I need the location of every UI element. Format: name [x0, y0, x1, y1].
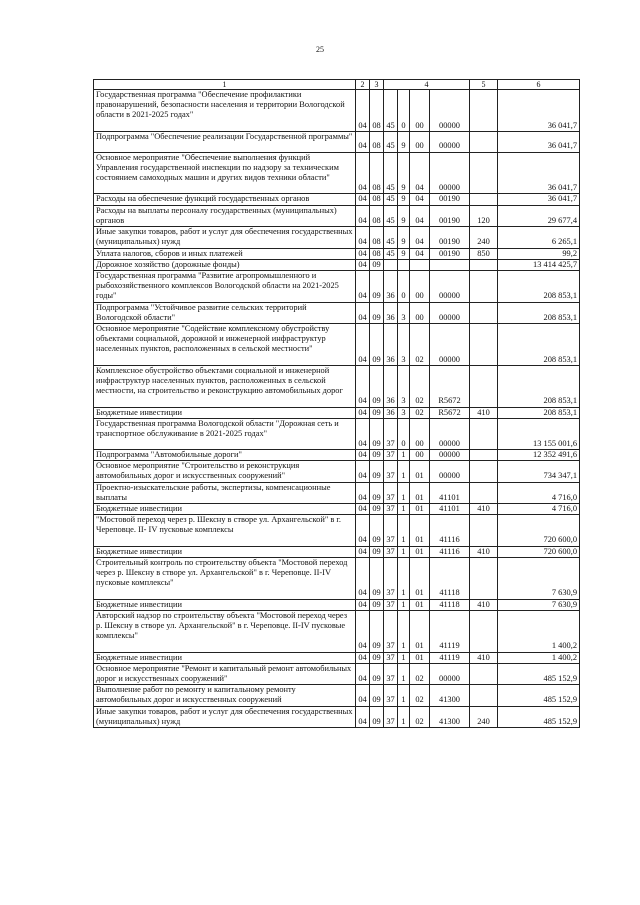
row-name-cell: Подпрограмма "Автомобильные дороги" — [94, 450, 356, 461]
row-value-cell: 04 — [356, 599, 370, 610]
row-value-cell — [470, 418, 498, 449]
row-value-cell: 45 — [384, 131, 398, 152]
row-value-cell: 01 — [410, 461, 430, 482]
row-value-cell: 04 — [356, 546, 370, 557]
row-value-cell: 9 — [398, 227, 410, 248]
row-name-cell: Авторский надзор по строительству объекта "Мостовой переход через р. Шексну в створе ул. Архангельской" в г. Череповце. II-IV пусковые комплексы" — [94, 610, 356, 652]
row-value-cell: 13 155 001,6 — [498, 418, 580, 449]
row-name-cell: Основное мероприятие "Содействие комплексному обустройству объектами социальной, дорожной и инженерной инфраструктур населенных пунктов, расположенных в сельской местности" — [94, 323, 356, 365]
row-value-cell: 09 — [370, 302, 384, 323]
row-value-cell — [470, 259, 498, 270]
row-value-cell: 7 630,9 — [498, 557, 580, 599]
row-name-cell: Основное мероприятие "Ремонт и капитальный ремонт автомобильных дорог и искусственных сооружений" — [94, 663, 356, 684]
row-value-cell: 04 — [356, 365, 370, 407]
row-value-cell: 37 — [384, 652, 398, 663]
row-value-cell: 41101 — [430, 504, 470, 515]
row-value-cell: 01 — [410, 652, 430, 663]
row-value-cell: 00 — [410, 302, 430, 323]
row-value-cell: 08 — [370, 90, 384, 132]
table-row — [94, 205, 580, 226]
row-value-cell: 09 — [370, 270, 384, 302]
row-value-cell: 41119 — [430, 610, 470, 652]
row-value-cell: 09 — [370, 706, 384, 727]
row-value-cell: 120 — [470, 205, 498, 226]
row-value-cell: 1 — [398, 482, 410, 503]
table-row — [94, 407, 580, 418]
row-value-cell: 9 — [398, 152, 410, 194]
row-value-cell: 1 — [398, 610, 410, 652]
row-name-cell: Выполнение работ по ремонту и капитальному ремонту автомобильных дорог и искусственных сооружений — [94, 685, 356, 706]
row-name-cell: Уплата налогов, сборов и иных платежей — [94, 248, 356, 259]
row-value-cell — [470, 663, 498, 684]
row-value-cell — [470, 482, 498, 503]
row-value-cell: 00000 — [430, 461, 470, 482]
row-value-cell: 04 — [410, 152, 430, 194]
row-name-cell: Бюджетные инвестиции — [94, 546, 356, 557]
row-name-cell: Государственная программа "Развитие агропромышленного и рыбохозяйственного комплексов Вологодской области на 2021-2025 годы" — [94, 270, 356, 302]
row-value-cell: R5672 — [430, 407, 470, 418]
table-row — [94, 323, 580, 365]
row-value-cell — [470, 461, 498, 482]
header-cell: 4 — [384, 80, 470, 90]
row-value-cell: 37 — [384, 450, 398, 461]
row-value-cell: 04 — [356, 450, 370, 461]
row-value-cell: 4 716,0 — [498, 482, 580, 503]
row-value-cell — [470, 131, 498, 152]
row-value-cell: 37 — [384, 515, 398, 546]
row-value-cell: 04 — [356, 610, 370, 652]
row-value-cell: 09 — [370, 663, 384, 684]
table-row — [94, 302, 580, 323]
row-value-cell: 240 — [470, 706, 498, 727]
row-value-cell — [398, 259, 410, 270]
row-value-cell: 04 — [356, 418, 370, 449]
row-value-cell — [470, 557, 498, 599]
row-value-cell: 09 — [370, 450, 384, 461]
row-value-cell: 04 — [356, 663, 370, 684]
row-value-cell — [470, 515, 498, 546]
row-value-cell: 04 — [356, 515, 370, 546]
row-value-cell: 00000 — [430, 152, 470, 194]
row-value-cell: 410 — [470, 652, 498, 663]
row-value-cell: 3 — [398, 302, 410, 323]
row-value-cell: 01 — [410, 599, 430, 610]
row-value-cell: 208 853,1 — [498, 407, 580, 418]
table-row — [94, 461, 580, 482]
row-value-cell: 1 — [398, 546, 410, 557]
row-name-cell: Расходы на обеспечение функций государственных органов — [94, 194, 356, 205]
row-value-cell: 09 — [370, 515, 384, 546]
row-value-cell: 04 — [356, 706, 370, 727]
row-name-cell: Проектно-изыскательские работы, экспертизы, компенсационные выплаты — [94, 482, 356, 503]
row-value-cell: 04 — [356, 248, 370, 259]
row-value-cell: 02 — [410, 365, 430, 407]
row-value-cell: 410 — [470, 546, 498, 557]
row-value-cell: 08 — [370, 152, 384, 194]
row-value-cell — [410, 259, 430, 270]
row-value-cell: 00000 — [430, 663, 470, 684]
row-name-cell: Основное мероприятие "Обеспечение выполнения функций Управления государственной инспекции по надзору за техническим состоянием самоходных машин и других видов техники области" — [94, 152, 356, 194]
row-value-cell — [470, 610, 498, 652]
row-value-cell: 37 — [384, 504, 398, 515]
row-value-cell: 08 — [370, 194, 384, 205]
row-value-cell: 41300 — [430, 706, 470, 727]
row-value-cell: 09 — [370, 504, 384, 515]
row-value-cell: 04 — [356, 323, 370, 365]
row-value-cell: 36 041,7 — [498, 194, 580, 205]
row-value-cell: 0 — [398, 418, 410, 449]
row-value-cell: 1 — [398, 706, 410, 727]
row-value-cell: 09 — [370, 599, 384, 610]
row-value-cell: 36 — [384, 302, 398, 323]
row-value-cell: 3 — [398, 407, 410, 418]
row-value-cell: 240 — [470, 227, 498, 248]
row-value-cell: 37 — [384, 418, 398, 449]
header-row — [94, 80, 580, 90]
row-value-cell: 37 — [384, 610, 398, 652]
header-cell: 5 — [470, 80, 498, 90]
row-value-cell — [470, 194, 498, 205]
row-value-cell: 36 041,7 — [498, 131, 580, 152]
row-value-cell — [430, 259, 470, 270]
row-value-cell: 36 — [384, 407, 398, 418]
row-value-cell: 09 — [370, 482, 384, 503]
row-value-cell: 720 600,0 — [498, 546, 580, 557]
row-name-cell: Расходы на выплаты персоналу государственных (муниципальных) органов — [94, 205, 356, 226]
row-value-cell: 208 853,1 — [498, 323, 580, 365]
row-value-cell: 02 — [410, 685, 430, 706]
row-value-cell: 1 — [398, 599, 410, 610]
row-value-cell: 6 265,1 — [498, 227, 580, 248]
row-value-cell: 37 — [384, 706, 398, 727]
row-value-cell: 09 — [370, 365, 384, 407]
row-value-cell: 00 — [410, 131, 430, 152]
row-value-cell: 09 — [370, 418, 384, 449]
table-row — [94, 194, 580, 205]
row-value-cell: 45 — [384, 90, 398, 132]
header-cell: 6 — [498, 80, 580, 90]
row-value-cell: 208 853,1 — [498, 365, 580, 407]
row-value-cell: 36 041,7 — [498, 90, 580, 132]
row-value-cell: 1 — [398, 557, 410, 599]
row-value-cell: 208 853,1 — [498, 302, 580, 323]
row-value-cell: 1 — [398, 515, 410, 546]
row-value-cell: 09 — [370, 610, 384, 652]
row-name-cell: Подпрограмма "Устойчивое развитие сельских территорий Вологодской области" — [94, 302, 356, 323]
row-value-cell: 485 152,9 — [498, 706, 580, 727]
row-value-cell: 04 — [410, 227, 430, 248]
row-value-cell — [470, 450, 498, 461]
row-value-cell: 01 — [410, 504, 430, 515]
row-value-cell: 02 — [410, 323, 430, 365]
row-value-cell: 1 400,2 — [498, 610, 580, 652]
row-value-cell: 04 — [356, 270, 370, 302]
row-value-cell: 3 — [398, 365, 410, 407]
row-value-cell: 12 352 491,6 — [498, 450, 580, 461]
row-value-cell: 99,2 — [498, 248, 580, 259]
row-value-cell: 29 677,4 — [498, 205, 580, 226]
row-value-cell: 720 600,0 — [498, 515, 580, 546]
row-name-cell: Бюджетные инвестиции — [94, 504, 356, 515]
row-value-cell: 00000 — [430, 90, 470, 132]
header-cell: 2 — [356, 80, 370, 90]
row-value-cell: 734 347,1 — [498, 461, 580, 482]
header-cell: 3 — [370, 80, 384, 90]
row-value-cell: 00 — [410, 270, 430, 302]
row-value-cell: 01 — [410, 515, 430, 546]
row-value-cell: 208 853,1 — [498, 270, 580, 302]
row-value-cell: 09 — [370, 407, 384, 418]
row-value-cell: 41116 — [430, 515, 470, 546]
row-value-cell: 04 — [356, 302, 370, 323]
row-value-cell: 09 — [370, 546, 384, 557]
row-value-cell: 09 — [370, 259, 384, 270]
row-value-cell: 850 — [470, 248, 498, 259]
table-row — [94, 504, 580, 515]
row-value-cell: 01 — [410, 482, 430, 503]
row-value-cell: 41101 — [430, 482, 470, 503]
table-row — [94, 599, 580, 610]
row-name-cell: Государственная программа Вологодской области "Дорожная сеть и транспортное обслуживание в 2021-2025 годах" — [94, 418, 356, 449]
table-row — [94, 270, 580, 302]
row-name-cell: Основное мероприятие "Строительство и реконструкция автомобильных дорог и искусственных сооружений" — [94, 461, 356, 482]
row-value-cell: 9 — [398, 194, 410, 205]
row-value-cell: 1 — [398, 504, 410, 515]
row-value-cell: 45 — [384, 227, 398, 248]
row-value-cell: 41300 — [430, 685, 470, 706]
row-value-cell: 00000 — [430, 270, 470, 302]
row-value-cell: 37 — [384, 663, 398, 684]
row-value-cell: 04 — [356, 482, 370, 503]
row-value-cell: 410 — [470, 599, 498, 610]
row-value-cell: 00000 — [430, 450, 470, 461]
row-value-cell: 09 — [370, 652, 384, 663]
row-value-cell: 485 152,9 — [498, 685, 580, 706]
row-value-cell: 37 — [384, 685, 398, 706]
row-value-cell: 02 — [410, 706, 430, 727]
row-name-cell: Государственная программа "Обеспечение профилактики правонарушений, безопасности населения и территории Вологодской области в 2021-2025 годах" — [94, 90, 356, 132]
row-value-cell: 7 630,9 — [498, 599, 580, 610]
row-value-cell: 36 — [384, 270, 398, 302]
row-value-cell — [470, 685, 498, 706]
row-value-cell: 4 716,0 — [498, 504, 580, 515]
row-name-cell: Строительный контроль по строительству объекта "Мостовой переход через р. Шексну в створе ул. Архангельской" в г. Череповце. II-IV пусковые комплексы" — [94, 557, 356, 599]
table-row — [94, 515, 580, 546]
row-value-cell — [470, 302, 498, 323]
table-row — [94, 557, 580, 599]
row-value-cell: 00000 — [430, 323, 470, 365]
row-value-cell — [470, 90, 498, 132]
table-row — [94, 482, 580, 503]
table-row — [94, 248, 580, 259]
row-value-cell: 0 — [398, 270, 410, 302]
row-value-cell — [470, 365, 498, 407]
row-name-cell: Подпрограмма "Обеспечение реализации Государственной программы" — [94, 131, 356, 152]
table-row — [94, 259, 580, 270]
row-value-cell: 41118 — [430, 599, 470, 610]
row-value-cell: 02 — [410, 663, 430, 684]
row-value-cell: 00 — [410, 450, 430, 461]
table-row — [94, 450, 580, 461]
row-value-cell: 08 — [370, 131, 384, 152]
row-name-cell: Бюджетные инвестиции — [94, 652, 356, 663]
row-value-cell: 37 — [384, 546, 398, 557]
table-row — [94, 685, 580, 706]
row-value-cell: 04 — [356, 461, 370, 482]
table-row — [94, 131, 580, 152]
row-value-cell: 04 — [356, 557, 370, 599]
row-value-cell: 485 152,9 — [498, 663, 580, 684]
row-value-cell: 04 — [410, 194, 430, 205]
row-value-cell: 04 — [356, 227, 370, 248]
table-row — [94, 418, 580, 449]
row-value-cell: 00 — [410, 418, 430, 449]
row-value-cell: R5672 — [430, 365, 470, 407]
row-value-cell: 410 — [470, 504, 498, 515]
row-name-cell: Бюджетные инвестиции — [94, 407, 356, 418]
row-value-cell: 09 — [370, 323, 384, 365]
row-value-cell: 01 — [410, 557, 430, 599]
table-row — [94, 365, 580, 407]
row-value-cell: 3 — [398, 323, 410, 365]
page-number: 25 — [316, 45, 324, 54]
table-row — [94, 227, 580, 248]
row-value-cell — [384, 259, 398, 270]
row-value-cell: 45 — [384, 152, 398, 194]
row-value-cell: 04 — [356, 131, 370, 152]
row-value-cell: 04 — [356, 259, 370, 270]
table-row — [94, 152, 580, 194]
row-value-cell: 04 — [356, 407, 370, 418]
row-value-cell: 00000 — [430, 131, 470, 152]
row-value-cell: 1 — [398, 663, 410, 684]
table-body — [94, 80, 580, 728]
row-value-cell: 41116 — [430, 546, 470, 557]
row-value-cell: 04 — [410, 248, 430, 259]
row-name-cell: Комплексное обустройство объектами социальной и инженерной инфраструктур населенных пунктов, расположенных в сельской местности, на строительство и реконструкцию автомобильных дорог — [94, 365, 356, 407]
row-value-cell: 04 — [356, 152, 370, 194]
row-value-cell: 00190 — [430, 194, 470, 205]
row-value-cell: 04 — [356, 652, 370, 663]
row-value-cell: 04 — [356, 504, 370, 515]
row-value-cell: 37 — [384, 482, 398, 503]
row-value-cell: 08 — [370, 227, 384, 248]
row-name-cell: "Мостовой переход через р. Шексну в створе ул. Архангельской" в г. Череповце. II- IV пусковые комплексы — [94, 515, 356, 546]
row-value-cell: 9 — [398, 131, 410, 152]
row-value-cell: 00190 — [430, 227, 470, 248]
row-value-cell: 9 — [398, 248, 410, 259]
row-value-cell: 37 — [384, 461, 398, 482]
row-name-cell: Иные закупки товаров, работ и услуг для обеспечения государственных (муниципальных) нужд — [94, 227, 356, 248]
row-value-cell: 01 — [410, 610, 430, 652]
row-value-cell: 04 — [356, 205, 370, 226]
row-value-cell: 13 414 425,7 — [498, 259, 580, 270]
row-value-cell: 04 — [356, 194, 370, 205]
row-value-cell — [470, 270, 498, 302]
row-value-cell: 08 — [370, 205, 384, 226]
row-value-cell — [470, 152, 498, 194]
table-row — [94, 706, 580, 727]
row-value-cell: 1 — [398, 652, 410, 663]
row-value-cell: 9 — [398, 205, 410, 226]
row-value-cell: 1 — [398, 685, 410, 706]
row-value-cell: 37 — [384, 599, 398, 610]
row-value-cell: 1 — [398, 461, 410, 482]
row-value-cell: 04 — [410, 205, 430, 226]
row-value-cell: 45 — [384, 248, 398, 259]
row-value-cell: 0 — [398, 90, 410, 132]
row-value-cell: 36 — [384, 365, 398, 407]
row-value-cell: 00190 — [430, 248, 470, 259]
table-row — [94, 610, 580, 652]
row-value-cell: 41118 — [430, 557, 470, 599]
row-value-cell: 08 — [370, 248, 384, 259]
row-value-cell: 09 — [370, 461, 384, 482]
table-row — [94, 663, 580, 684]
row-value-cell: 00000 — [430, 302, 470, 323]
row-value-cell: 45 — [384, 194, 398, 205]
row-value-cell: 00 — [410, 90, 430, 132]
row-value-cell: 00190 — [430, 205, 470, 226]
row-value-cell: 410 — [470, 407, 498, 418]
row-value-cell — [470, 323, 498, 365]
row-value-cell: 00000 — [430, 418, 470, 449]
row-value-cell: 1 400,2 — [498, 652, 580, 663]
row-value-cell: 09 — [370, 685, 384, 706]
row-name-cell: Бюджетные инвестиции — [94, 599, 356, 610]
table-row — [94, 546, 580, 557]
table-row — [94, 652, 580, 663]
row-value-cell: 37 — [384, 557, 398, 599]
row-value-cell: 02 — [410, 407, 430, 418]
row-value-cell: 04 — [356, 685, 370, 706]
row-name-cell: Дорожное хозяйство (дорожные фонды) — [94, 259, 356, 270]
row-value-cell: 36 041,7 — [498, 152, 580, 194]
table-row — [94, 90, 580, 132]
row-value-cell: 41119 — [430, 652, 470, 663]
row-value-cell: 09 — [370, 557, 384, 599]
row-value-cell: 45 — [384, 205, 398, 226]
budget-table — [93, 79, 580, 728]
row-value-cell: 36 — [384, 323, 398, 365]
header-cell: 1 — [94, 80, 356, 90]
row-value-cell: 01 — [410, 546, 430, 557]
row-value-cell: 04 — [356, 90, 370, 132]
row-name-cell: Иные закупки товаров, работ и услуг для обеспечения государственных (муниципальных) нужд — [94, 706, 356, 727]
row-value-cell: 1 — [398, 450, 410, 461]
